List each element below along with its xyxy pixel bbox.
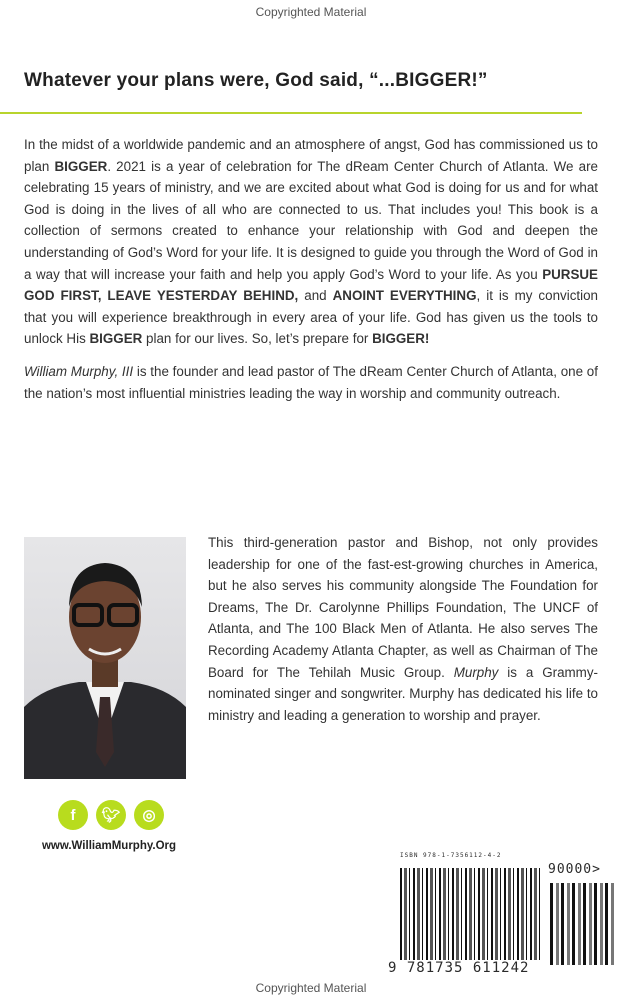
barcode — [400, 868, 542, 960]
author-bio — [208, 532, 598, 726]
bio-text-end: is a Grammy-nominated singer and songwriter. Murphy has dedicated his life to ministry and leading a generation to worship and prayer. — [208, 664, 598, 723]
copyright-notice-bottom: Copyrighted Material — [255, 981, 367, 995]
barcode-number: 9 781735 611242 — [388, 960, 530, 976]
bio-name: Murphy — [453, 664, 499, 680]
price-addon: 90000> — [548, 862, 601, 877]
body-text: and — [298, 288, 333, 304]
addon-barcode — [550, 883, 614, 965]
author-photo — [24, 537, 186, 779]
website-link[interactable]: www.WilliamMurphy.Org — [41, 840, 177, 852]
body-text: plan for our lives. So, let’s prepare for — [142, 331, 373, 347]
author-intro-text: is the founder and lead pastor of The dReam Center Church of Atlanta, one of the nation’s most influential ministries leading the way in worship and community outreach. — [24, 364, 598, 401]
social-icons — [58, 800, 164, 830]
facebook-icon[interactable]: f — [58, 800, 88, 830]
emphasis-text: ANOINT EVERYTHING — [332, 288, 477, 304]
isbn-text: ISBN 978-1-7356112-4-2 — [400, 852, 502, 859]
body-text: . 2021 is a year of celebration for The dReam Center Church of Atlanta. We are celebrating 15 years of ministry, and we are excited about what God is doing for us and for what God is doing in the lives of all who are connected to us. That includes you! This book is a collection of sermons created to enhance your relationship with God and deepen the understanding of God’s Word for your life. It is designed to guide you through the Word of God in a way that will increase your faith and help you apply God’s Word to your life. As you — [24, 158, 598, 282]
divider — [0, 112, 582, 114]
bio-text: This third-generation pastor and Bishop, not only provides leadership for one of the fast-est-growing churches in America, but he also serves his community alongside The Foundation for Dreams, The Dr. Carolynne Phillips Foundation, The UNCF of Atlanta, and The 100 Black Men of Atlanta. He also serves The Recording Academy Atlanta Chapter, as well as Chairman of The Board for The Tehilah Music Group. — [208, 535, 598, 680]
author-name: William Murphy, III — [24, 364, 134, 379]
twitter-icon[interactable]: 🐦︎ — [96, 800, 126, 830]
emphasis-text: BIGGER — [54, 158, 108, 174]
instagram-icon[interactable]: ◎ — [134, 800, 164, 830]
author-intro — [24, 361, 598, 404]
emphasis-text: PURSUE GOD FIRST, LEAVE YESTERDAY BEHIND, — [24, 266, 598, 304]
body-text: In the midst of a worldwide pandemic and an atmosphere of angst, God has commissioned us to plan — [24, 137, 598, 174]
description-paragraph — [24, 134, 598, 350]
copyright-notice-top: Copyrighted Material — [255, 5, 367, 19]
emphasis-text: BIGGER! — [372, 331, 430, 347]
emphasis-text: BIGGER — [89, 331, 143, 347]
headline: Whatever your plans were, God said, “...BIGGER!” — [24, 70, 488, 91]
body-text: , it is my conviction that you will experience breakthrough in every area of your life. God has given us the tools to unlock His — [24, 288, 598, 347]
